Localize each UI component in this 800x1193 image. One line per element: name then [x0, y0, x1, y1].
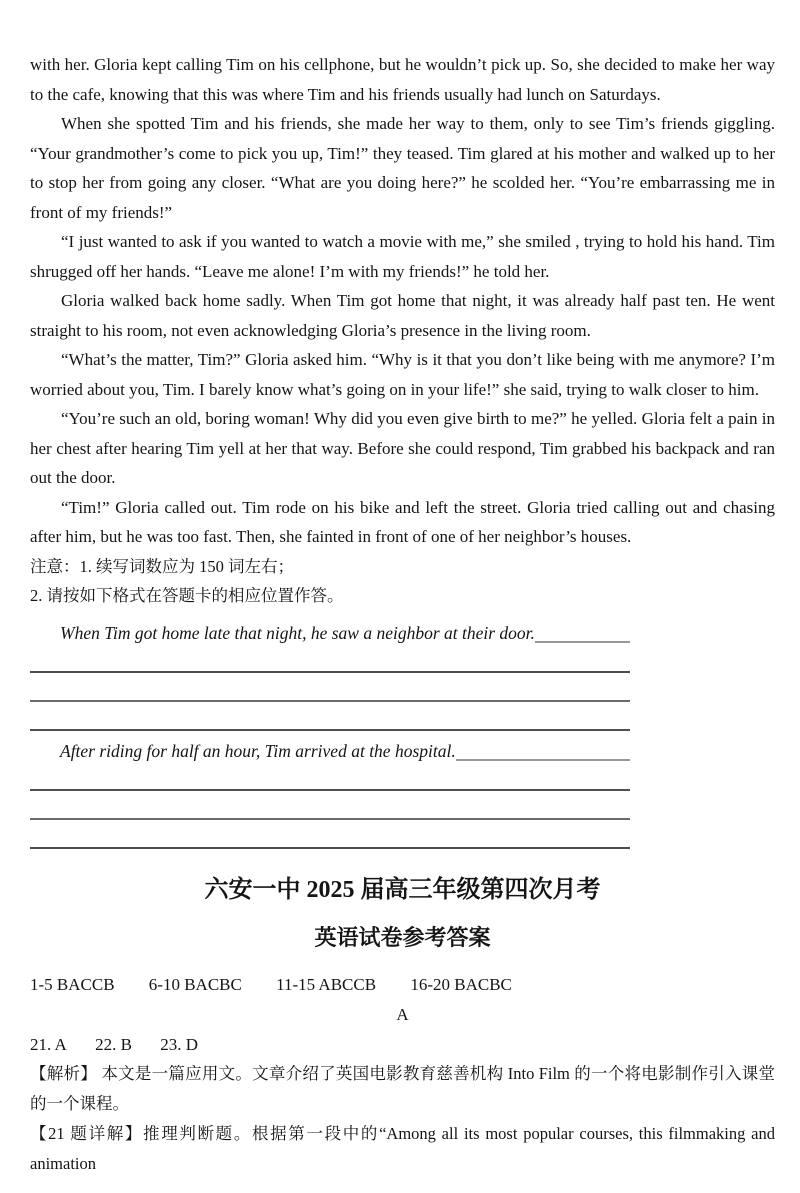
answer-key-row	[30, 971, 775, 999]
mcq-answer-row	[30, 1031, 775, 1059]
story-paragraph: Gloria walked back home sadly. When Tim got home that night, it was already half past ten. He went straight to his room, not even acknowledging Gloria’s presence in the living room.	[30, 291, 775, 340]
answer-blank-line	[30, 762, 630, 791]
answer-key-group-11-15: 11-15 ABCCB	[276, 974, 377, 994]
answer-key-group-6-10: 6-10 BACBC	[148, 974, 242, 994]
exam-title: 六安一中 2025 届高三年级第四次月考	[204, 876, 601, 903]
answer-blank-line	[30, 673, 630, 702]
prompt-underline	[535, 641, 630, 643]
notice-line-2: 2. 请按如下格式在答题卡的相应位置作答。	[30, 585, 344, 605]
answer-22: 22. B	[95, 1034, 132, 1054]
story-paragraph: with her. Gloria kept calling Tim on his cellphone, but he wouldn’t pick up. So, she decided to make her way to the cafe, knowing that this was where Tim and his friends usually had lunch on Saturdays.	[30, 55, 775, 104]
writing-notice	[30, 552, 775, 610]
answer-blank-line	[30, 702, 630, 731]
answer-blank-line	[30, 644, 630, 673]
answer-23: 23. D	[160, 1034, 198, 1054]
answer-key-title: 英语试卷参考答案	[314, 924, 491, 950]
story-paragraph: “Tim!” Gloria called out. Tim rode on his bike and left the street. Gloria tried calling out and chasing after him, but he was too fast. Then, she fainted in front of one of her neighbor’s houses.	[30, 497, 775, 546]
story-paragraph: “I just wanted to ask if you wanted to watch a movie with me,” she smiled , trying to hold his hand. Tim shrugged off her hands. “Leave me alone! I’m with my friends!” he told her.	[30, 232, 775, 281]
story-paragraph: “You’re such an old, boring woman! Why did you even give birth to me?” he yelled. Gloria felt a pain in her chest after hearing Tim yell at her that way. Before she could respond, Tim grabbed his backpack and ran out the door.	[30, 409, 775, 487]
section-label-a: A	[396, 1004, 409, 1024]
answer-key-group-16-20: 16-20 BACBC	[410, 974, 512, 994]
story-paragraph: When she spotted Tim and his friends, she made her way to them, only to see Tim’s friends giggling. “Your grandmother’s come to pick you up, Tim!” they teased. Tim glared at his mother and walked up to her to stop her from going any closer. “What are you doing here?” he scolded her. “You’re embarrassing me in front of my friends!”	[30, 114, 775, 222]
story-text	[30, 50, 775, 552]
writing-answer-area	[30, 613, 630, 849]
answer-21: 21. A	[30, 1034, 67, 1054]
analysis-paragraph: 【解析】 本文是一篇应用文。文章介绍了英国电影教育慈善机构 Into Film 的一个将电影制作引入课堂的一个课程。	[30, 1063, 775, 1113]
writing-prompt-row-1	[30, 613, 630, 644]
answer-key-group-1-5: 1-5 BACCB	[30, 974, 115, 994]
question-21-detail: 【21 题详解】推理判断题。根据第一段中的“Among all its most popular courses, this filmmaking and animation	[30, 1123, 775, 1173]
answer-explanations	[30, 1059, 775, 1179]
notice-line-1: 注意：1. 续写词数应为 150 词左右；	[30, 556, 294, 576]
writing-prompt-1: When Tim got home late that night, he saw a neighbor at their door.	[60, 623, 535, 643]
story-paragraph: “What’s the matter, Tim?” Gloria asked him. “Why is it that you don’t like being with me anymore? I’m worried about you, Tim. I barely know what’s going on in your life!” she said, trying to walk closer to him.	[30, 350, 775, 399]
answer-blank-line	[30, 820, 630, 849]
answer-blank-line	[30, 791, 630, 820]
prompt-underline	[456, 759, 630, 761]
writing-prompt-2: After riding for half an hour, Tim arrived at the hospital.	[60, 741, 456, 761]
writing-prompt-row-2	[30, 731, 630, 762]
